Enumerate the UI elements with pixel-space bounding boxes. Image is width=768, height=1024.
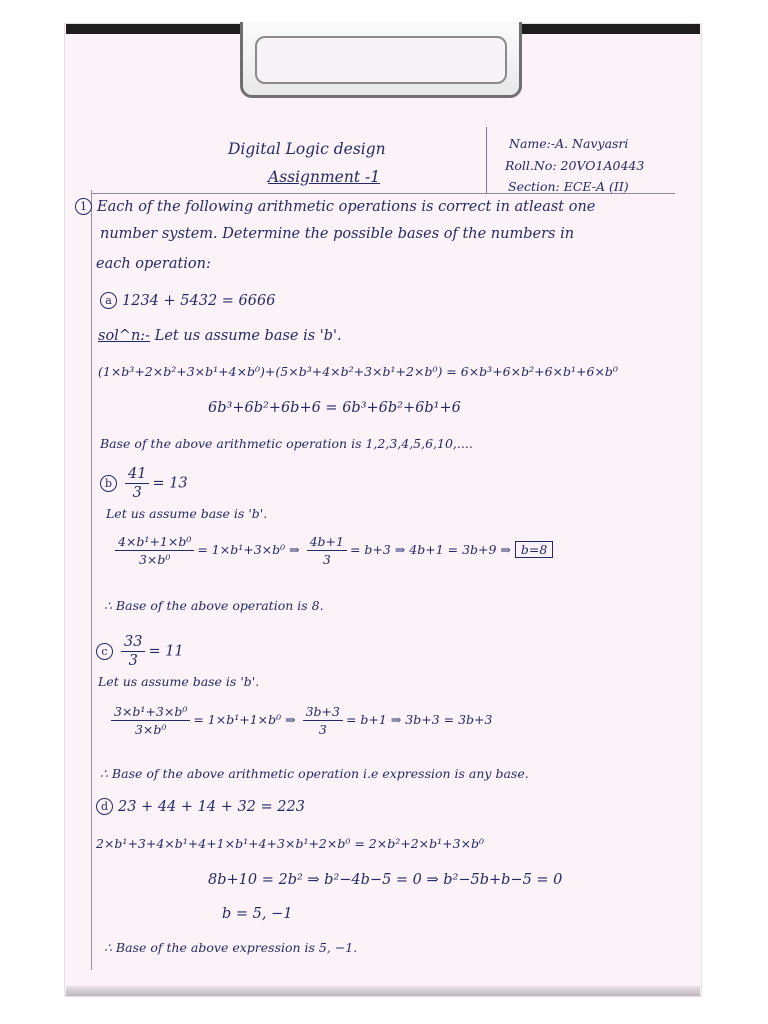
solution-label: sol^n:- — [98, 328, 151, 344]
part-d-conclusion: ∴ Base of the above expression is 5, −1. — [104, 940, 358, 955]
part-d-roots: b = 5, −1 — [222, 906, 293, 922]
question-line-2: number system. Determine the possible bases of the numbers in — [100, 226, 575, 242]
question-line-1: 1 Each of the following arithmetic operations is correct in atleast one — [75, 198, 595, 215]
clip-handle — [255, 36, 507, 84]
part-a-simplify: 6b³+6b²+6b+6 = 6b³+6b²+6b¹+6 — [208, 400, 461, 416]
section: Section: ECE-A (II) — [508, 179, 629, 194]
part-b-answer: b=8 — [515, 541, 553, 558]
doc-subtitle: Assignment -1 — [268, 168, 381, 186]
student-name: Name:-A. Navyasri — [509, 136, 629, 151]
part-d-step: 8b+10 = 2b² ⇒ b²−4b−5 = 0 ⇒ b²−5b+b−5 = 0 — [208, 872, 563, 888]
clipboard-bottom — [66, 986, 700, 996]
part-c-assume: Let us assume base is 'b'. — [98, 674, 260, 689]
part-a-assume: sol^n:- Let us assume base is 'b'. — [98, 328, 342, 344]
part-b-conclusion: ∴ Base of the above operation is 8. — [104, 598, 324, 613]
question-line-3: each operation: — [96, 256, 211, 272]
part-a-conclusion: Base of the above arithmetic operation is 1,2,3,4,5,6,10,.... — [100, 436, 473, 451]
margin-line — [91, 190, 92, 970]
part-a-label: a — [100, 292, 117, 309]
part-b-assume: Let us assume base is 'b'. — [106, 506, 268, 521]
doc-title: Digital Logic design — [228, 140, 386, 158]
part-a-problem: a 1234 + 5432 = 6666 — [100, 292, 275, 309]
part-d-label: d — [96, 798, 113, 815]
part-c-solution: $\frac{\text{3×b¹+3×b⁰}}{\text{3×b⁰}}$ = 1×b¹+1×b⁰ ⇒ $\frac{3b+3}{3}$ = b+1 ⇒ 3b+3 = 3b+3 — [108, 704, 492, 737]
part-b-label: b — [100, 475, 117, 492]
clipboard-clip — [240, 22, 522, 98]
part-c-conclusion: ∴ Base of the above arithmetic operation i.e expression is any base. — [100, 766, 529, 781]
header-vertical-divider — [486, 127, 487, 193]
question-number: 1 — [75, 198, 92, 215]
part-d-expansion: 2×b¹+3+4×b¹+4+1×b¹+4+3×b¹+2×b⁰ = 2×b²+2×b¹+3×b⁰ — [96, 836, 485, 851]
part-b-problem: b $\frac{41}{3}$ = 13 — [100, 466, 188, 501]
part-c-problem: c $\frac{33}{3}$ = 11 — [96, 634, 184, 669]
part-c-label: c — [96, 643, 113, 660]
part-d-problem: d 23 + 44 + 14 + 32 = 223 — [96, 798, 305, 815]
roll-number: Roll.No: 20VO1A0443 — [505, 158, 645, 173]
part-b-solution: $\frac{\text{4×b¹+1×b⁰}}{\text{3×b⁰}}$ = 1×b¹+3×b⁰ ⇒ $\frac{4b+1}{3}$ = b+3 ⇒ 4b+1 = 3b+9 ⇒ b=8 — [112, 534, 553, 567]
part-a-expansion: (1×b³+2×b²+3×b¹+4×b⁰)+(5×b³+4×b²+3×b¹+2×b⁰) = 6×b³+6×b²+6×b¹+6×b⁰ — [98, 364, 618, 379]
